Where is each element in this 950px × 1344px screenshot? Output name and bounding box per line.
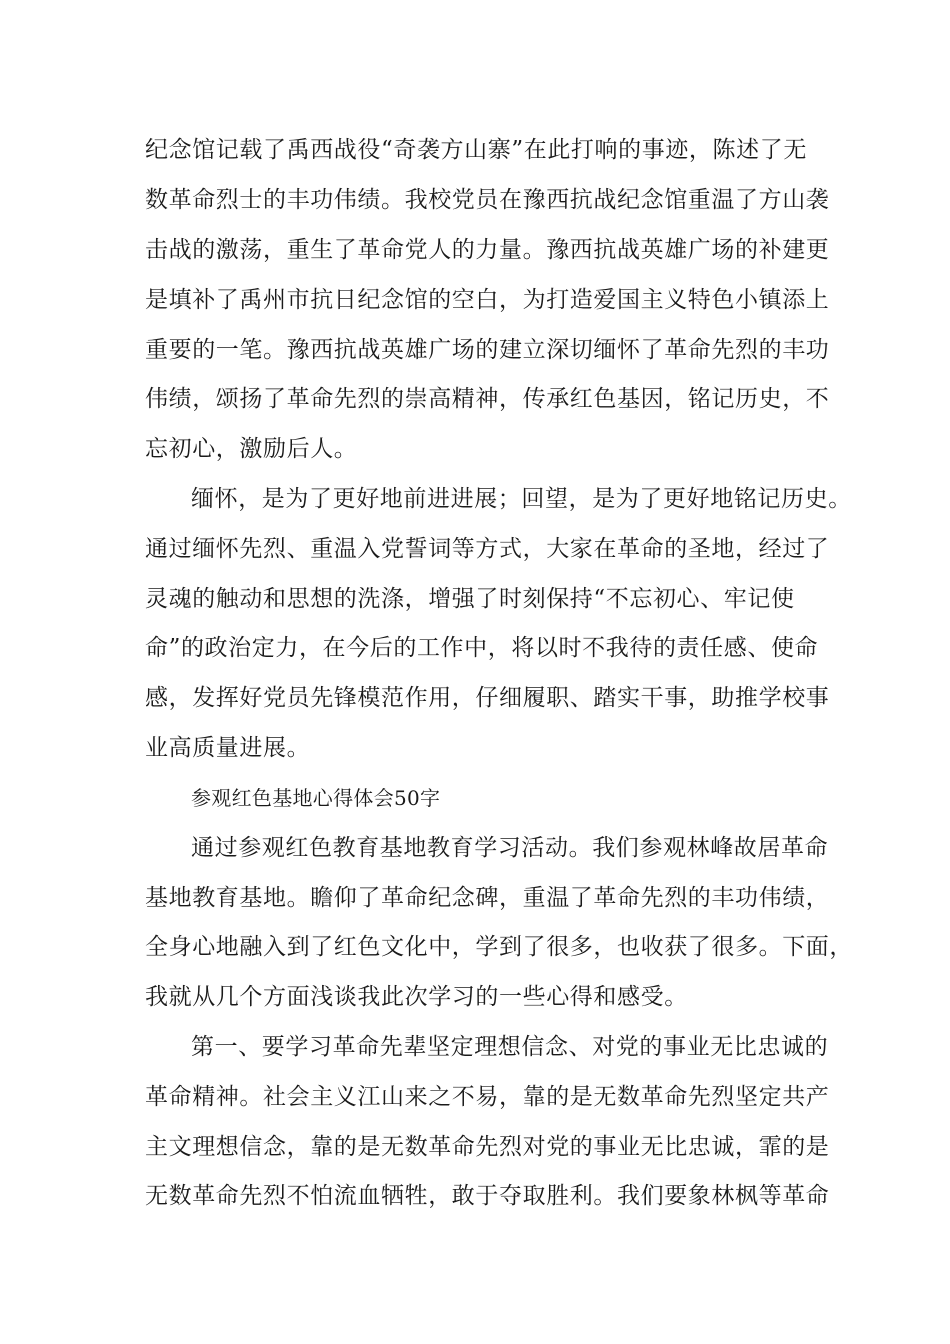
text-line: 忘初心，激励后人。	[145, 436, 358, 462]
text-line: 命”的政治定力，在今后的工作中，将以时不我待的责任感、使命	[145, 635, 819, 661]
text-line: 主文理想信念，靠的是无数革命先烈对党的事业无比忠诚，霏的是	[145, 1134, 830, 1160]
text-line: 灵魂的触动和思想的洗涤，增强了时刻保持“不忘初心、牢记使	[145, 586, 795, 612]
text-line: 击战的激荡，重生了革命党人的力量。豫西抗战英雄广场的补建更	[145, 237, 830, 263]
paragraph-first-line: 通过参观红色教育基地教育学习活动。我们参观林峰故居革命	[191, 835, 829, 861]
text-line: 数革命烈士的丰功伟绩。我校党员在豫西抗战纪念馆重温了方山袭	[145, 187, 830, 213]
text-line: 是填补了禹州市抗日纪念馆的空白，为打造爱国主义特色小镇添上	[145, 287, 830, 313]
text-line: 业高质量进展。	[145, 735, 311, 761]
paragraph-first-line: 第一、要学习革命先辈坚定理想信念、对党的事业无比忠诚的	[191, 1034, 829, 1060]
text-line: 无数革命先烈不怕流血牺牲，敢于夺取胜利。我们要象林枫等革命	[145, 1183, 830, 1209]
text-line: 我就从几个方面浅谈我此次学习的一些心得和感受。	[145, 984, 688, 1010]
text-line: 重要的一笔。豫西抗战英雄广场的建立深切缅怀了革命先烈的丰功	[145, 337, 830, 363]
text-line: 通过缅怀先烈、重温入党誓词等方式，大家在革命的圣地，经过了	[145, 536, 830, 562]
paragraph-first-line: 缅怀，是为了更好地前进进展；回望，是为了更好地铭记历史。	[191, 486, 852, 512]
text-line: 伟绩，颂扬了革命先烈的崇高精神，传承红色基因，铭记历史，不	[145, 386, 830, 412]
text-line: 全身心地融入到了红色文化中，学到了很多，也收获了很多。下面，	[145, 934, 853, 960]
text-line: 革命精神。社会主义江山来之不易，靠的是无数革命先烈坚定共产	[145, 1084, 830, 1110]
text-line: 纪念馆记载了禹西战役“奇袭方山寨”在此打响的事迹，陈述了无	[145, 137, 807, 163]
text-line: 基地教育基地。瞻仰了革命纪念碑，重温了革命先烈的丰功伟绩，	[145, 885, 830, 911]
section-heading: 参观红色基地心得体会50字	[191, 786, 441, 810]
text-line: 感，发挥好党员先锋模范作用，仔细履职、踏实干事，助推学校事	[145, 685, 830, 711]
